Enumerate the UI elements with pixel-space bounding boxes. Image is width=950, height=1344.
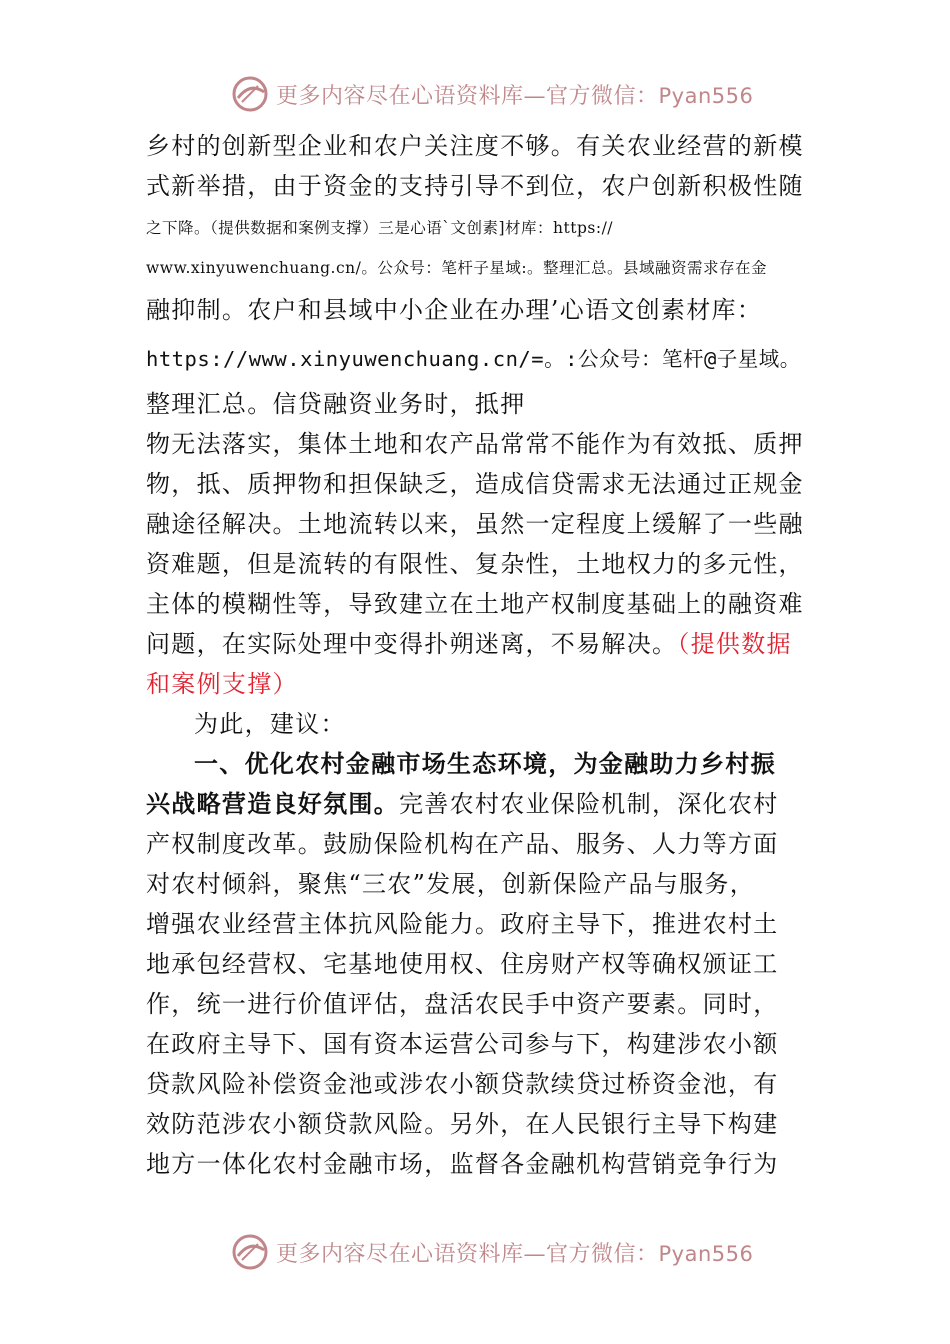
text-line: 在政府主导下、国有资本运营公司参与下，构建涉农小额	[146, 1030, 779, 1058]
wechat-id: Pyan556	[658, 1241, 754, 1266]
text-line: 融途径解决。土地流转以来，虽然一定程度上缓解了一些融	[146, 510, 804, 538]
header-banner	[230, 74, 754, 114]
text-line: 增强农业经营主体抗风险能力。政府主导下，推进农村土	[146, 910, 779, 938]
document-body	[146, 126, 826, 1184]
text-line: 地承包经营权、宅基地使用权、住房财产权等确权颁证工	[146, 950, 779, 978]
book-logo-icon	[230, 1232, 270, 1272]
text-line: 之下降。（提供数据和案例支撑）三是心语`文创素]材库：https://	[146, 219, 614, 237]
section-heading: 一、优化农村金融市场生态环境，为金融助力乡村振	[194, 749, 776, 778]
text-segment: 问题，在实际处理中变得扑朔迷离，不易解决。	[146, 630, 678, 658]
text-line: 物无法落实，集体土地和农产品常常不能作为有效抵、质押	[146, 430, 804, 458]
footer-banner	[230, 1232, 754, 1272]
text-line: 主体的模糊性等，导致建立在土地产权制度基础上的融资难	[146, 590, 804, 618]
banner-text: 更多内容尽在心语资料库—官方微信：Pyan556	[276, 83, 754, 109]
text-line: 产权制度改革。鼓励保险机构在产品、服务、人力等方面	[146, 830, 779, 858]
text-line: 效防范涉农小额贷款风险。另外，在人民银行主导下构建	[146, 1110, 779, 1138]
section-heading: 兴战略营造良好氛围。	[146, 789, 399, 818]
text-segment: 完善农村农业保险机制，深化农村	[399, 790, 779, 818]
text-line: 物，抵、质押物和担保缺乏，造成信贷需求无法通过正规金	[146, 470, 804, 498]
text-line: 乡村的创新型企业和农户关注度不够。有关农业经营的新模	[146, 132, 804, 160]
text-line: 整理汇总。信贷融资业务时，抵押	[146, 390, 526, 418]
text-line: www.xinyuwenchuang.cn/。公众号：笔杆子星域:。整理汇总。县域融资需求存在金	[146, 259, 768, 277]
text-line: 贷款风险补偿资金池或涉农小额贷款续贷过桥资金池，有	[146, 1070, 779, 1098]
text-line: 为此，建议：	[194, 710, 346, 738]
text-line	[146, 624, 826, 664]
text-line: 作，统一进行价值评估，盘活农民手中资产要素。同时，	[146, 990, 779, 1018]
text-line: 融抑制。农户和县域中小企业在办理’心语文创素材库：	[146, 296, 763, 324]
text-line	[146, 784, 826, 824]
highlight-note: 和案例支撑）	[146, 670, 298, 698]
highlight-note: （提供数据	[677, 630, 792, 658]
banner-text: 更多内容尽在心语资料库—官方微信：Pyan556	[276, 1241, 754, 1267]
text-line: 式新举措，由于资金的支持引导不到位，农户创新积极性随	[146, 172, 804, 200]
text-line: https://www.xinyuwenchuang.cn/=。:公众号：笔杆@子星域。	[146, 347, 801, 371]
book-logo-icon	[230, 74, 270, 114]
text-line: 地方一体化农村金融市场，监督各金融机构营销竞争行为	[146, 1150, 779, 1178]
text-line: 资难题，但是流转的有限性、复杂性，土地权力的多元性，	[146, 550, 804, 578]
wechat-id: Pyan556	[658, 83, 754, 108]
text-line: 对农村倾斜，聚焦“三农”发展，创新保险产品与服务，	[146, 870, 756, 898]
